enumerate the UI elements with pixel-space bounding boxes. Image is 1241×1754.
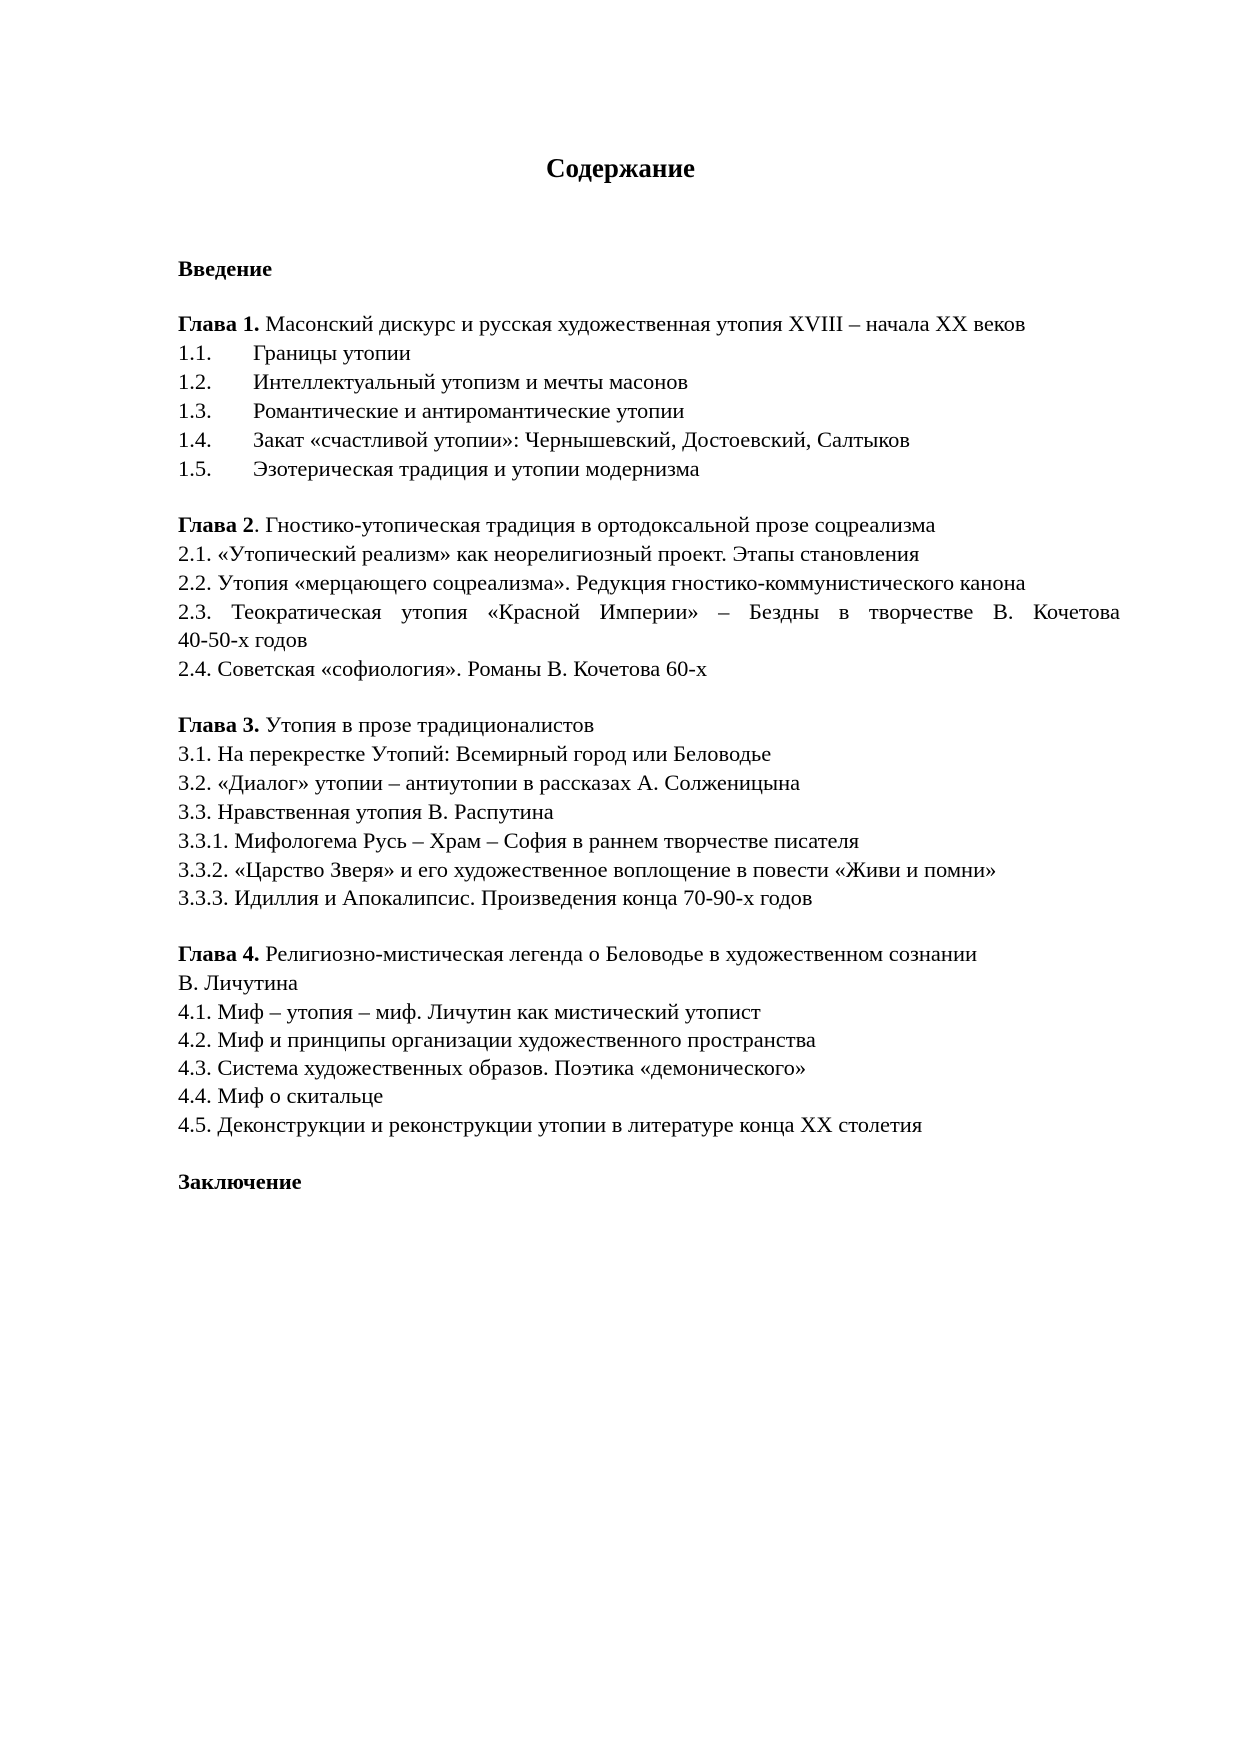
- toc-item-2-3: 2.3. Теократическая утопия «Красной Империи» – Бездны в творчестве В. Кочетова: [178, 599, 1120, 624]
- toc-item-4-1: 4.1. Миф – утопия – миф. Личутин как мистический утопист: [178, 999, 761, 1024]
- chapter1-label: Глава 1.: [178, 311, 260, 336]
- toc-item-2-1: 2.1. «Утопический реализм» как неорелигиозный проект. Этапы становления: [178, 541, 920, 566]
- toc-item-4-3: 4.3. Система художественных образов. Поэтика «демонического»: [178, 1055, 807, 1080]
- toc-item-text: Романтические и антиромантические утопии: [253, 398, 685, 423]
- toc-item-2-2: 2.2. Утопия «мерцающего соцреализма». Редукция гностико-коммунистического канона: [178, 570, 1026, 595]
- toc-item-1-2: [178, 368, 688, 396]
- toc-item-number: 1.1.: [178, 340, 212, 365]
- toc-item-number: 1.3.: [178, 398, 212, 423]
- chapter4-title: Религиозно-мистическая легенда о Беловодье в художественном сознании: [259, 941, 978, 966]
- intro-heading: Введение: [178, 256, 273, 281]
- toc-item-3-3-3: 3.3.3. Идиллия и Апокалипсис. Произведения конца 70-90-х годов: [178, 885, 813, 910]
- chapter2-label: Глава 2: [178, 512, 254, 537]
- toc-item-4-5: 4.5. Деконструкции и реконструкции утопии в литературе конца XX столетия: [178, 1112, 923, 1137]
- toc-item-number: 1.5.: [178, 456, 212, 481]
- chapter3-title: Утопия в прозе традиционалистов: [259, 712, 595, 737]
- toc-item-3-3-2: 3.3.2. «Царство Зверя» и его художественное воплощение в повести «Живи и помни»: [178, 857, 997, 882]
- toc-item-1-3: [178, 397, 684, 425]
- chapter1-heading: [178, 310, 1025, 338]
- toc-item-1-1: [178, 339, 411, 367]
- chapter4-label: Глава 4.: [178, 941, 260, 966]
- chapter4-title-cont: В. Личутина: [178, 970, 299, 995]
- toc-item-3-1: 3.1. На перекрестке Утопий: Всемирный город или Беловодье: [178, 741, 772, 766]
- toc-item-text: Интеллектуальный утопизм и мечты масонов: [253, 369, 689, 394]
- toc-item-2-4: 2.4. Советская «софиология». Романы В. Кочетова 60-х: [178, 656, 708, 681]
- toc-item-number: 1.4.: [178, 427, 212, 452]
- toc-item-4-2: 4.2. Миф и принципы организации художественного пространства: [178, 1027, 816, 1052]
- page-title: Содержание: [545, 153, 696, 183]
- chapter2-title: . Гностико-утопическая традиция в ортодоксальной прозе соцреализма: [253, 512, 936, 537]
- chapter2-heading: [178, 511, 935, 539]
- chapter1-title: Масонский дискурс и русская художественная утопия XVIII – начала XX веков: [259, 311, 1026, 336]
- toc-item-2-3-cont: 40-50-х годов: [178, 627, 308, 652]
- toc-item-text: Эзотерическая традиция и утопии модернизма: [253, 456, 700, 481]
- toc-item-text: Границы утопии: [253, 340, 411, 365]
- toc-item-1-4: [178, 426, 910, 454]
- chapter4-heading: [178, 940, 977, 968]
- toc-item-number: 1.2.: [178, 369, 212, 394]
- conclusion-heading: Заключение: [178, 1169, 302, 1194]
- toc-item-3-3: 3.3. Нравственная утопия В. Распутина: [178, 799, 554, 824]
- toc-item-4-4: 4.4. Миф о скитальце: [178, 1083, 384, 1108]
- toc-item-1-5: [178, 455, 700, 483]
- toc-item-3-2: 3.2. «Диалог» утопии – антиутопии в рассказах А. Солженицына: [178, 770, 801, 795]
- chapter3-heading: [178, 711, 594, 739]
- toc-item-text: Закат «счастливой утопии»: Чернышевский, Достоевский, Салтыков: [253, 427, 911, 452]
- chapter3-label: Глава 3.: [178, 712, 260, 737]
- toc-item-3-3-1: 3.3.1. Мифологема Русь – Храм – София в раннем творчестве писателя: [178, 828, 860, 853]
